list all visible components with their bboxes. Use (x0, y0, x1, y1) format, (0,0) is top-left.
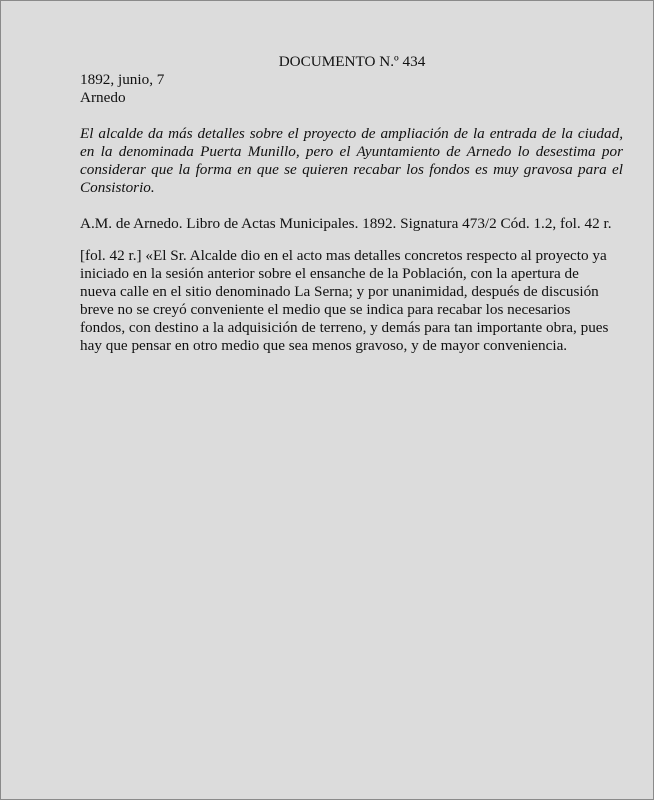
body-line: iniciado en la sesión anterior sobre el ensanche de la Población, con la apertura de (80, 265, 579, 282)
document-place: Arnedo (80, 89, 126, 106)
body-line: nueva calle en el sitio denominado La Serna; y por unanimidad, después de discusión (80, 283, 599, 300)
document-summary: El alcalde da más detalles sobre el proyecto de ampliación de la entrada de la ciudad, en la denominada Puerta Munillo, pero el Ayuntamiento de Arnedo lo desestima por considerar que la forma en que se quieren recabar los fondos es muy gravosa para el Consistorio. (80, 125, 623, 196)
body-line: fondos, con destino a la adquisición de terreno, y demás para tan importante obra, pues (80, 319, 609, 336)
body-line: [fol. 42 r.] «El Sr. Alcalde dio en el acto mas detalles concretos respecto al proyecto ya (80, 247, 607, 264)
body-line: breve no se creyó conveniente el medio que se indica para recabar los necesarios (80, 301, 571, 318)
document-date: 1892, junio, 7 (80, 71, 165, 88)
body-line: hay que pensar en otro medio que sea menos gravoso, y de mayor conveniencia. (80, 337, 568, 354)
document-body (80, 247, 620, 355)
document-title: DOCUMENTO N.º 434 (278, 53, 426, 70)
document-source: A.M. de Arnedo. Libro de Actas Municipales. 1892. Signatura 473/2 Cód. 1.2, fol. 42 r. (80, 215, 612, 232)
